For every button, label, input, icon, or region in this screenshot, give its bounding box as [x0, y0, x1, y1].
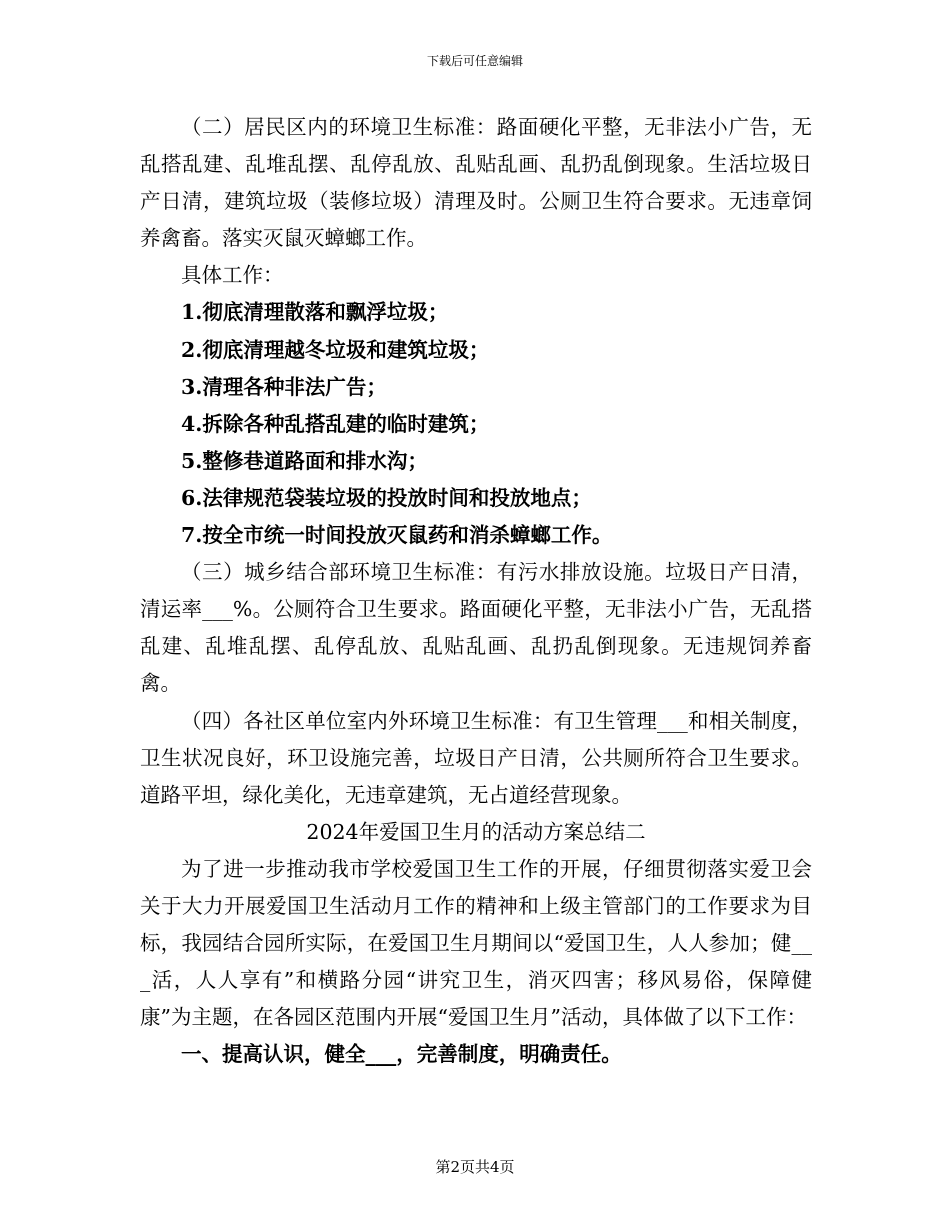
work-item-2: 2.彻底清理越冬垃圾和建筑垃圾；	[181, 337, 490, 362]
paragraph-urban-rural-standard: （三）城乡结合部环境卫生标准：有污水排放设施。垃圾日产日清，清运率___%。公厕符合卫生要求。路面硬化平整，无非法小广告，无乱搭乱建、乱堆乱摆、乱停乱放、乱贴乱画、乱扔乱倒现象。无违规饲养畜禽。	[140, 560, 812, 696]
document-body	[140, 109, 812, 1073]
heading-one: 一、提高认识，健全___，完善制度，明确责任。	[181, 1042, 622, 1067]
work-item-3: 3.清理各种非法广告；	[181, 374, 387, 399]
page-footer: 第2页共4页	[435, 1158, 515, 1176]
work-item-5: 5.整修巷道路面和排水沟；	[181, 448, 428, 473]
page-header: 下载后可任意编辑	[426, 54, 523, 68]
specific-work-label: 具体工作：	[181, 263, 284, 288]
work-item-4: 4.拆除各种乱搭乱建的临时建筑；	[181, 411, 490, 436]
paragraph-residential-standard: （二）居民区内的环境卫生标准：路面硬化平整，无非法小广告，无乱搭乱建、乱堆乱摆、乱停乱放、乱贴乱画、乱扔乱倒现象。生活垃圾日产日清，建筑垃圾（装修垃圾）清理及时。公厕卫生符合要求。无违章饲养禽畜。落实灭鼠灭蟑螂工作。	[140, 115, 812, 251]
work-item-1: 1.彻底清理散落和飘浮垃圾；	[181, 300, 449, 325]
section-title: 2024年爱国卫生月的活动方案总结二	[306, 819, 646, 844]
paragraph-intro: 为了进一步推动我市学校爱国卫生工作的开展，仔细贯彻落实爱卫会关于大力开展爱国卫生活动月工作的精神和上级主管部门的工作要求为目标，我园结合园所实际，在爱国卫生月期间以“爱国卫生，人人参加；健___活，人人享有”和横路分园“讲究卫生，消灭四害；移风易俗，保障健康”为主题，在各园区范围内开展“爱国卫生月”活动，具体做了以下工作：	[140, 856, 812, 1030]
paragraph-community-standard: （四）各社区单位室内外环境卫生标准：有卫生管理___和相关制度，卫生状况良好，环卫设施完善，垃圾日产日清，公共厕所符合卫生要求。道路平坦，绿化美化，无违章建筑，无占道经营现象。	[140, 708, 812, 807]
work-item-6: 6.法律规范袋装垃圾的投放时间和投放地点；	[181, 485, 592, 510]
work-item-7: 7.按全市统一时间投放灭鼠药和消杀蟑螂工作。	[181, 523, 613, 548]
